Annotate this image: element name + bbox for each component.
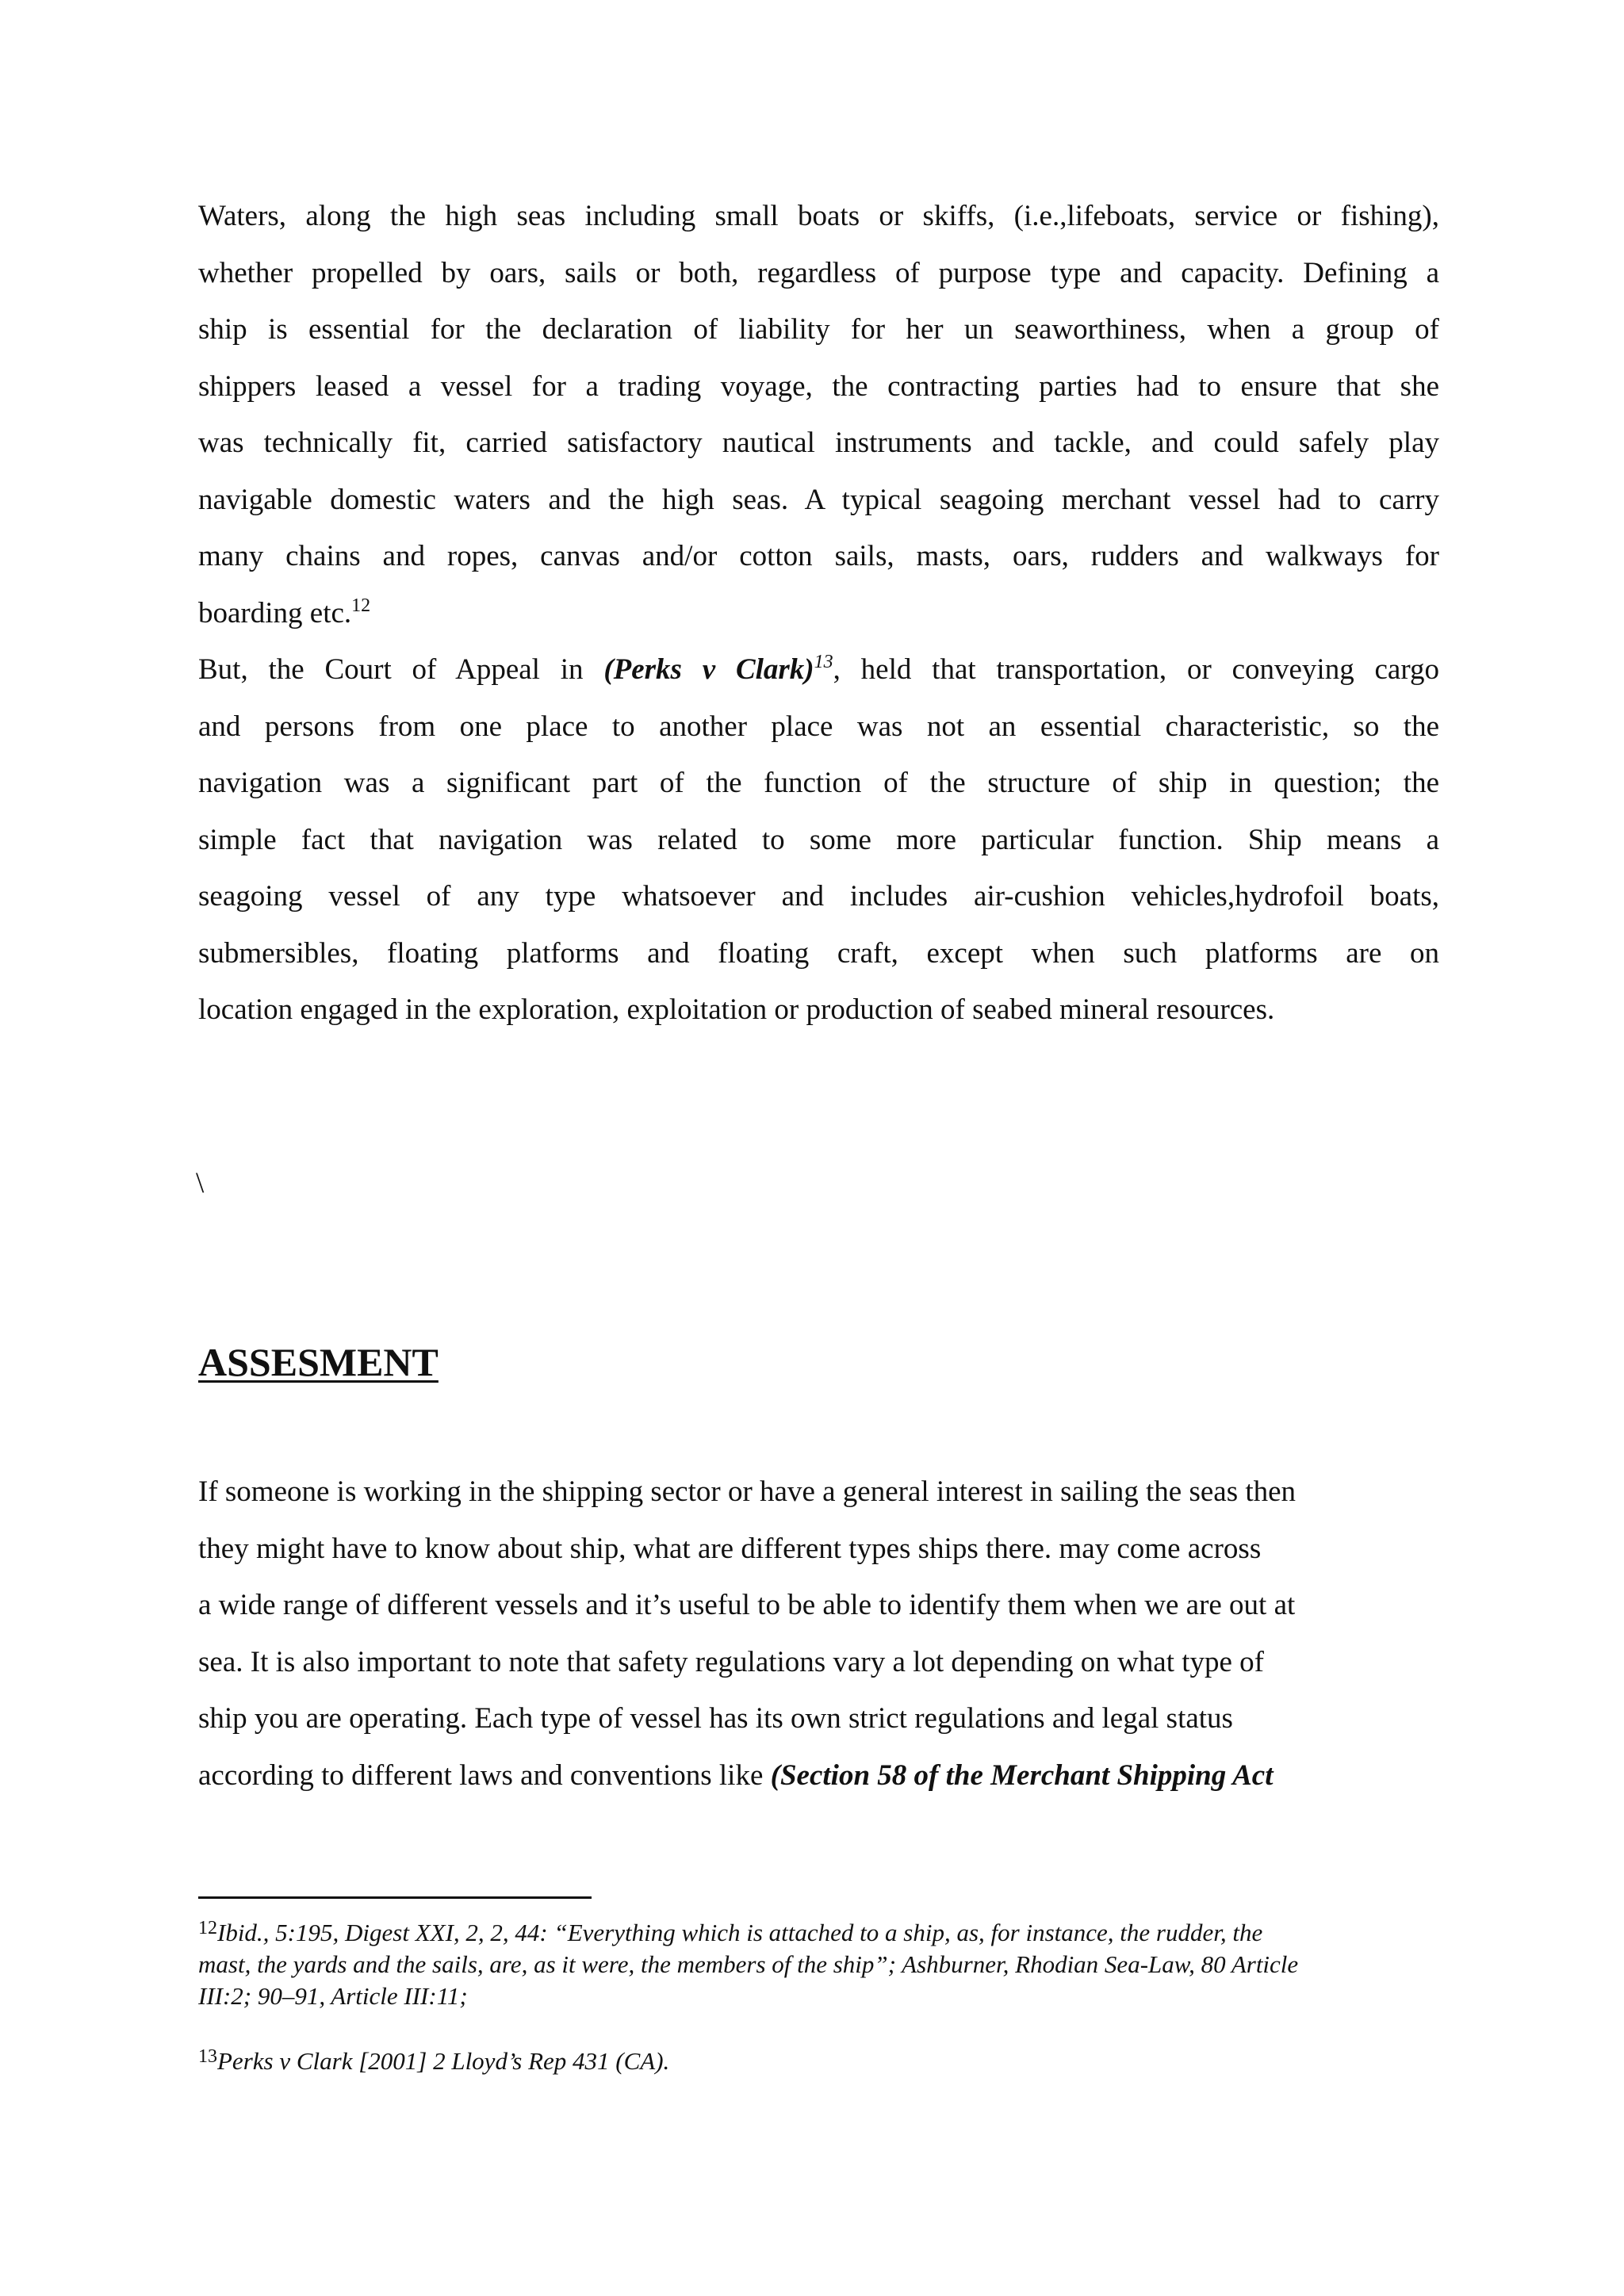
- paragraph-assessment: [198, 1464, 1439, 1804]
- footnote-13: [198, 2045, 1443, 2077]
- footnote-text: Ibid., 5:195, Digest XXI, 2, 2, 44: “Everything which is attached to a ship, as, for instance, the rudder, the: [217, 1919, 1263, 1946]
- footnote-12: [198, 1917, 1443, 2012]
- text-line: location engaged in the exploration, exploitation or production of seabed mineral resources.: [198, 993, 1275, 1026]
- footnote-text: Perks v Clark [2001] 2 Lloyd’s Rep 431 (CA).: [217, 2047, 670, 2075]
- text-line: whether propelled by oars, sails or both, regardless of purpose type and capacity. Defining a: [198, 256, 1439, 289]
- text-line: seagoing vessel of any type whatsoever and includes air-cushion vehicles,hydrofoil boats,: [198, 880, 1439, 913]
- text-line: navigation was a significant part of the function of the structure of ship in question; the: [198, 767, 1439, 799]
- text-line: navigable domestic waters and the high seas. A typical seagoing merchant vessel had to carry: [198, 483, 1439, 516]
- footnote-line: [198, 2045, 1443, 2077]
- text-line: simple fact that navigation was related to some more particular function. Ship means a: [198, 823, 1439, 856]
- text-line: submersibles, floating platforms and floating craft, except when such platforms are on: [198, 936, 1439, 970]
- footnote-line: mast, the yards and the sails, are, as it were, the members of the ship”; Ashburner, Rhodian Sea-Law, 80 Article: [198, 1950, 1299, 1978]
- text-line: [198, 1747, 1439, 1804]
- footnote-mark: 13: [198, 2046, 217, 2067]
- footnote-line: III:2; 90–91, Article III:11;: [198, 1982, 468, 2010]
- text-fragment: according to different laws and conventions like: [198, 1758, 771, 1792]
- text-line: [198, 585, 1439, 642]
- text-line: sea. It is also important to note that safety regulations vary a lot depending on what type of: [198, 1645, 1264, 1678]
- text-line: If someone is working in the shipping sector or have a general interest in sailing the seas then: [198, 1475, 1297, 1508]
- footnote-reference[interactable]: 12: [351, 595, 371, 616]
- footnote-separator: [198, 1896, 592, 1899]
- footnote-mark: 12: [198, 1918, 217, 1938]
- stray-character: \: [196, 1167, 205, 1200]
- footnote-line: [198, 1917, 1443, 1949]
- text-line: Waters, along the high seas including small boats or skiffs, (i.e.,lifeboats, service or fishing),: [198, 200, 1439, 232]
- text-line: ship is essential for the declaration of liability for her un seaworthiness, when a group of: [198, 313, 1439, 346]
- text-line: they might have to know about ship, what are different types ships there. may come across: [198, 1532, 1262, 1565]
- paragraph-perks-v-clark: [198, 641, 1439, 1039]
- text-line: shippers leased a vessel for a trading voyage, the contracting parties had to ensure that she: [198, 369, 1439, 403]
- text-line: and persons from one place to another place was not an essential characteristic, so the: [198, 710, 1439, 743]
- paragraph-ship-definition: [198, 188, 1439, 641]
- footnote-reference[interactable]: 13: [814, 652, 833, 672]
- statute-citation: (Section 58 of the Merchant Shipping Act: [770, 1758, 1274, 1792]
- text-fragment: boarding etc.: [198, 596, 352, 629]
- section-heading: ASSESMENT: [198, 1340, 439, 1384]
- text-line: many chains and ropes, canvas and/or cotton sails, masts, oars, rudders and walkways for: [198, 540, 1439, 572]
- text-fragment: , held that transportation, or conveying cargo: [833, 653, 1439, 686]
- text-line: ship you are operating. Each type of vessel has its own strict regulations and legal status: [198, 1702, 1233, 1735]
- text-line: [198, 641, 1439, 698]
- text-line: a wide range of different vessels and it’s useful to be able to identify them when we are out at: [198, 1589, 1296, 1621]
- text-fragment: But, the Court of Appeal in: [198, 653, 604, 686]
- case-citation: (Perks v Clark): [603, 653, 814, 686]
- text-line: was technically fit, carried satisfactory nautical instruments and tackle, and could safely play: [198, 427, 1439, 459]
